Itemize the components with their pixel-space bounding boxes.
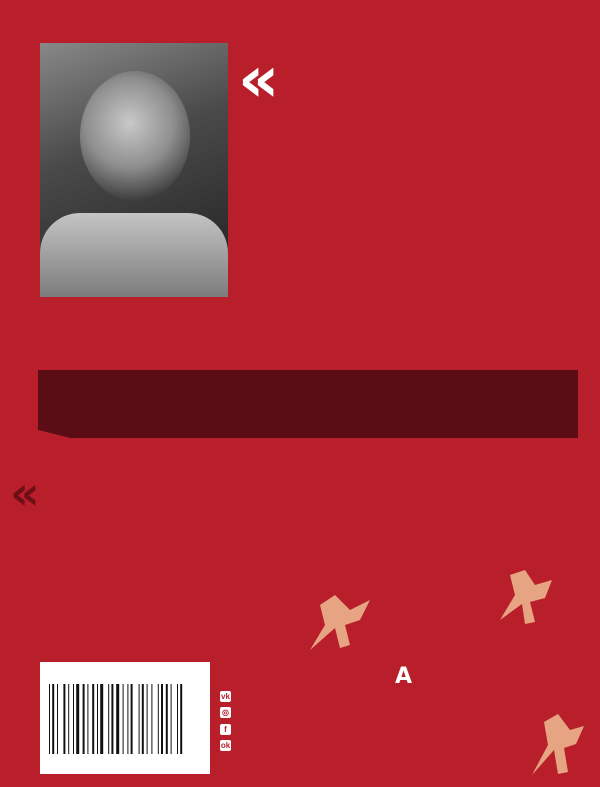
barcode-bar — [92, 684, 94, 754]
publisher-logo: A — [395, 664, 413, 689]
social-links — [220, 688, 236, 754]
barcode-bar — [123, 684, 124, 754]
social-row-instagram[interactable] — [220, 705, 236, 722]
footballer-figure-2 — [490, 560, 560, 630]
quote-mark-top: « — [238, 43, 274, 117]
barcode-block — [40, 662, 210, 774]
barcode-bar — [139, 684, 140, 754]
barcode-bar — [151, 684, 152, 754]
barcode-bar — [116, 684, 119, 754]
barcode-bar — [161, 684, 163, 754]
barcode-bar — [127, 684, 128, 754]
barcode-bar — [166, 684, 168, 754]
barcode-icon — [49, 684, 201, 754]
barcode-bar — [63, 684, 65, 754]
author-photo — [40, 43, 228, 297]
barcode-bar — [142, 684, 144, 754]
barcode-bar — [180, 684, 182, 754]
quote-mark-review: « — [10, 466, 35, 520]
barcode-bar — [108, 684, 109, 754]
barcode-bar — [57, 684, 58, 754]
footballer-figure-3 — [520, 700, 590, 780]
photo-arms-shape — [40, 213, 228, 297]
barcode-bar — [52, 684, 54, 754]
barcode-bar — [100, 684, 103, 754]
barcode-bar — [177, 684, 178, 754]
facebook-icon: f — [220, 724, 231, 735]
barcode-bar — [49, 684, 50, 754]
barcode-bar — [158, 684, 159, 754]
barcode-bar — [147, 684, 148, 754]
social-row-odnoklassniki[interactable] — [220, 738, 236, 755]
barcode-bar — [131, 684, 133, 754]
barcode-bar — [111, 684, 113, 754]
barcode-bar — [68, 684, 69, 754]
social-row-facebook[interactable] — [220, 721, 236, 738]
barcode-bar — [83, 684, 85, 754]
social-row-vk[interactable] — [220, 688, 236, 705]
vk-icon: vk — [221, 691, 230, 701]
barcode-bar — [171, 684, 172, 754]
footballer-figure-1 — [290, 580, 380, 660]
highlight-band — [38, 370, 578, 438]
photo-face-shape — [80, 71, 190, 201]
barcode-bar — [87, 684, 88, 754]
odnoklassniki-icon: ok — [220, 741, 231, 751]
barcode-bar — [97, 684, 98, 754]
barcode-bar — [73, 684, 74, 754]
instagram-icon: ◎ — [220, 707, 231, 718]
barcode-bar — [76, 684, 79, 754]
